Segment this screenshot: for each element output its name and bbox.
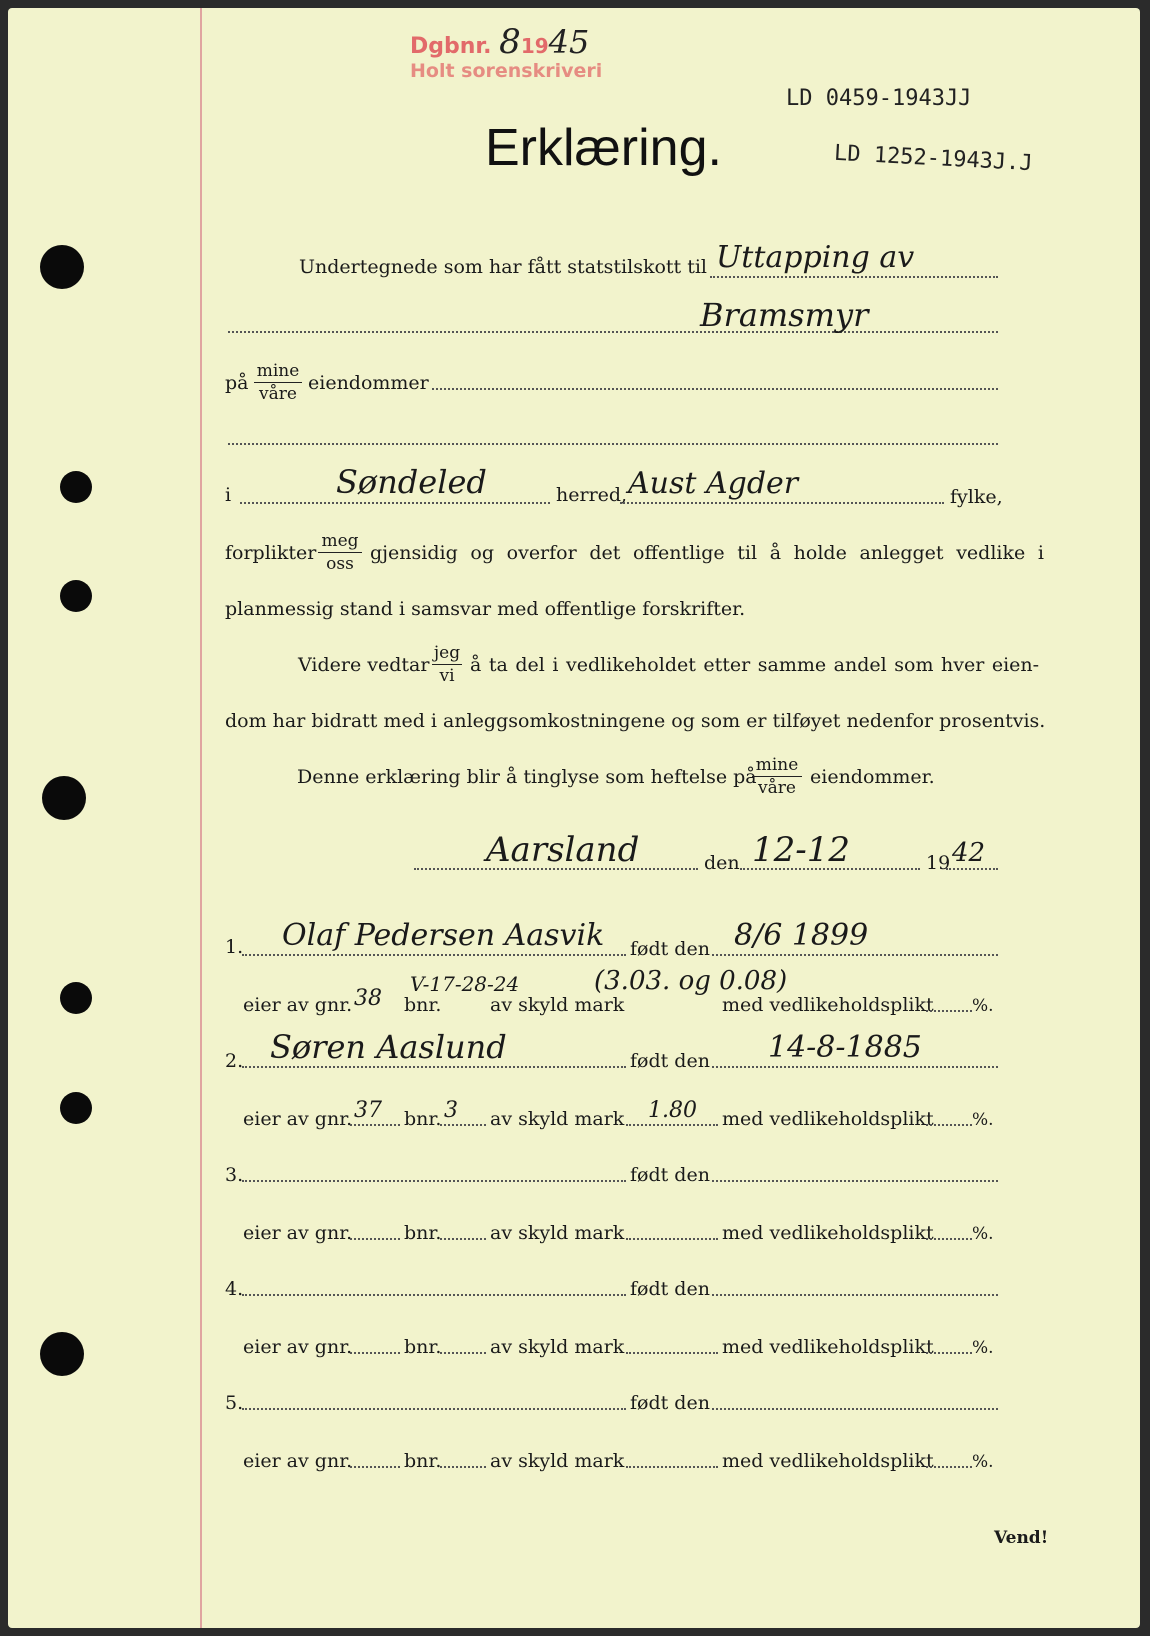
reference-number: LD 0459-1943JJ xyxy=(786,86,972,111)
skyld-label: av skyld mark xyxy=(490,1222,625,1244)
fill-line xyxy=(228,331,998,333)
fill-line xyxy=(926,1238,972,1240)
obligation-pre: forplikter xyxy=(225,542,317,564)
obligation-text-line2: planmessig stand i samsvar med offentlige forskrifter. xyxy=(225,598,746,620)
owner-number: 3. xyxy=(225,1164,244,1186)
owner-name: Søren Aaslund xyxy=(270,1028,507,1066)
plikt-label: med vedlikeholdsplikt xyxy=(722,1336,934,1358)
fill-line xyxy=(228,443,998,445)
fill-line xyxy=(242,1408,626,1410)
fraction-bottom: våre xyxy=(758,778,796,798)
owner-number: 2. xyxy=(225,1050,244,1072)
fill-line xyxy=(926,1352,972,1354)
percent-label: %. xyxy=(972,1224,994,1244)
fill-line xyxy=(350,1124,400,1126)
year-prefix: 19 xyxy=(926,852,951,874)
skyld-label: av skyld mark xyxy=(490,994,625,1016)
bnr-label: bnr. xyxy=(404,1222,442,1244)
fraction-bottom: oss xyxy=(326,554,354,574)
fill-line xyxy=(240,502,550,504)
fodt-label: født den xyxy=(630,1050,710,1072)
year-suffix: 42 xyxy=(952,838,986,868)
gnr-label: eier av gnr. xyxy=(243,1222,353,1244)
stamp-number: 8 xyxy=(499,22,521,62)
date-value: 12-12 xyxy=(752,830,851,870)
agree-fraction xyxy=(432,642,462,687)
location-i: i xyxy=(225,484,232,506)
owner-number: 5. xyxy=(225,1392,244,1414)
fill-line xyxy=(626,1466,718,1468)
fraction-bottom: våre xyxy=(259,384,297,404)
property-pre: på xyxy=(225,372,249,394)
fill-line xyxy=(712,1408,998,1410)
place-value: Aarsland xyxy=(486,830,640,870)
document-page xyxy=(8,8,1140,1628)
fill-line xyxy=(626,1352,718,1354)
punch-hole xyxy=(60,982,92,1014)
fill-line xyxy=(350,1352,400,1354)
plikt-label: med vedlikeholdsplikt xyxy=(722,1450,934,1472)
fill-line xyxy=(350,1466,400,1468)
stamp-office: Holt sorenskriveri xyxy=(410,60,603,82)
fill-line xyxy=(432,388,998,390)
fill-line xyxy=(242,954,626,956)
herred-value: Søndeled xyxy=(336,463,487,501)
gnr-value: 38 xyxy=(354,986,382,1011)
fraction-bottom: vi xyxy=(439,666,455,686)
fill-line xyxy=(626,1124,718,1126)
fill-line xyxy=(440,1124,486,1126)
percent-label: %. xyxy=(972,1452,994,1472)
fill-line xyxy=(712,1294,998,1296)
fodt-label: født den xyxy=(630,938,710,960)
fylke-value: Aust Agder xyxy=(628,466,799,501)
fraction-top: meg xyxy=(318,530,362,553)
obligation-text: gjensidig og overfor det offentlige til å holde anlegget vedlike i xyxy=(370,542,1044,564)
skyld-value: 1.80 xyxy=(648,1098,697,1123)
fylke-label: fylke, xyxy=(950,486,1003,508)
purpose-value: Bramsmyr xyxy=(700,296,869,334)
punch-hole xyxy=(40,1332,84,1376)
owner-number: 4. xyxy=(225,1278,244,1300)
fodt-label: født den xyxy=(630,1278,710,1300)
obligation-fraction xyxy=(318,530,362,575)
skyld-label: av skyld mark xyxy=(490,1108,625,1130)
den-label: den xyxy=(704,852,740,874)
intro-text: Undertegnede som har fått statstilskott til xyxy=(299,256,707,278)
gnr-label: eier av gnr. xyxy=(243,1336,353,1358)
fill-line xyxy=(712,954,998,956)
fill-line xyxy=(946,868,998,870)
fill-line xyxy=(710,276,998,278)
punch-hole xyxy=(60,580,92,612)
bnr-value: 3 xyxy=(444,1098,458,1123)
gnr-label: eier av gnr. xyxy=(243,1108,353,1130)
fill-line xyxy=(242,1180,626,1182)
gnr-value: 37 xyxy=(354,1098,382,1123)
agree-pre: Videre vedtar xyxy=(298,654,430,676)
turn-over-note: Vend! xyxy=(994,1528,1049,1548)
punch-hole xyxy=(60,1092,92,1124)
plikt-label: med vedlikeholdsplikt xyxy=(722,1108,934,1130)
herred-label: herred, xyxy=(556,484,628,506)
fill-line xyxy=(926,1466,972,1468)
percent-label: %. xyxy=(972,1338,994,1358)
owner-number: 1. xyxy=(225,936,244,958)
fill-line xyxy=(926,1010,972,1012)
fraction-top: mine xyxy=(254,360,302,383)
stamp-dgbnr: Dgbnr. xyxy=(410,34,492,59)
fraction-top: mine xyxy=(752,754,802,777)
percent-label: %. xyxy=(972,996,994,1016)
fill-line xyxy=(712,1180,998,1182)
property-post: eiendommer xyxy=(308,372,429,394)
register-fraction xyxy=(752,754,802,799)
fill-line xyxy=(440,1238,486,1240)
register-pre: Denne erklæring blir å tinglyse som heftelse på xyxy=(297,766,757,788)
stamp-year-suffix: 45 xyxy=(548,23,590,61)
fill-line xyxy=(926,1124,972,1126)
bnr-label: bnr. xyxy=(404,1336,442,1358)
fill-line xyxy=(712,1066,998,1068)
register-post: eiendommer. xyxy=(810,766,935,788)
gnr-label: eier av gnr. xyxy=(243,1450,353,1472)
punch-hole xyxy=(60,471,92,503)
fill-line xyxy=(350,1238,400,1240)
bnr-label: bnr. xyxy=(404,1108,442,1130)
percent-label: %. xyxy=(972,1110,994,1130)
registration-stamp xyxy=(410,22,603,83)
margin-rule xyxy=(200,8,202,1628)
skyld-label: av skyld mark xyxy=(490,1336,625,1358)
document-title: Erklæring. xyxy=(485,119,722,177)
owner-name: Olaf Pedersen Aasvik xyxy=(282,918,605,953)
purpose-value: Uttapping av xyxy=(716,240,915,275)
fill-line xyxy=(242,1294,626,1296)
owner-birthdate: 14-8-1885 xyxy=(768,1030,922,1065)
bnr-value: V-17-28-24 xyxy=(410,972,520,996)
plikt-label: med vedlikeholdsplikt xyxy=(722,994,934,1016)
agree-text: å ta del i vedlikeholdet etter samme andel som hver eien- xyxy=(470,654,1040,676)
punch-hole xyxy=(40,245,84,289)
property-fraction xyxy=(254,360,302,405)
fill-line xyxy=(440,1352,486,1354)
bnr-label: bnr. xyxy=(404,1450,442,1472)
bnr-label: bnr. xyxy=(404,994,442,1016)
stamp-year-prefix: 19 xyxy=(520,34,549,58)
plikt-label: med vedlikeholdsplikt xyxy=(722,1222,934,1244)
fraction-top: jeg xyxy=(433,643,461,663)
gnr-label: eier av gnr. xyxy=(243,994,353,1016)
fodt-label: født den xyxy=(630,1392,710,1414)
reference-number: LD 1252-1943J.J xyxy=(833,140,1034,177)
skyld-value: (3.03. og 0.08) xyxy=(594,966,788,996)
fill-line xyxy=(620,502,944,504)
fill-line xyxy=(626,1238,718,1240)
fill-line xyxy=(440,1466,486,1468)
punch-hole xyxy=(42,776,86,820)
skyld-label: av skyld mark xyxy=(490,1450,625,1472)
fodt-label: født den xyxy=(630,1164,710,1186)
fill-line xyxy=(242,1066,626,1068)
agree-text-line2: dom har bidratt med i anleggsomkostningene og som er tilføyet nedenfor prosentvis. xyxy=(225,710,1046,732)
owner-birthdate: 8/6 1899 xyxy=(734,918,869,953)
